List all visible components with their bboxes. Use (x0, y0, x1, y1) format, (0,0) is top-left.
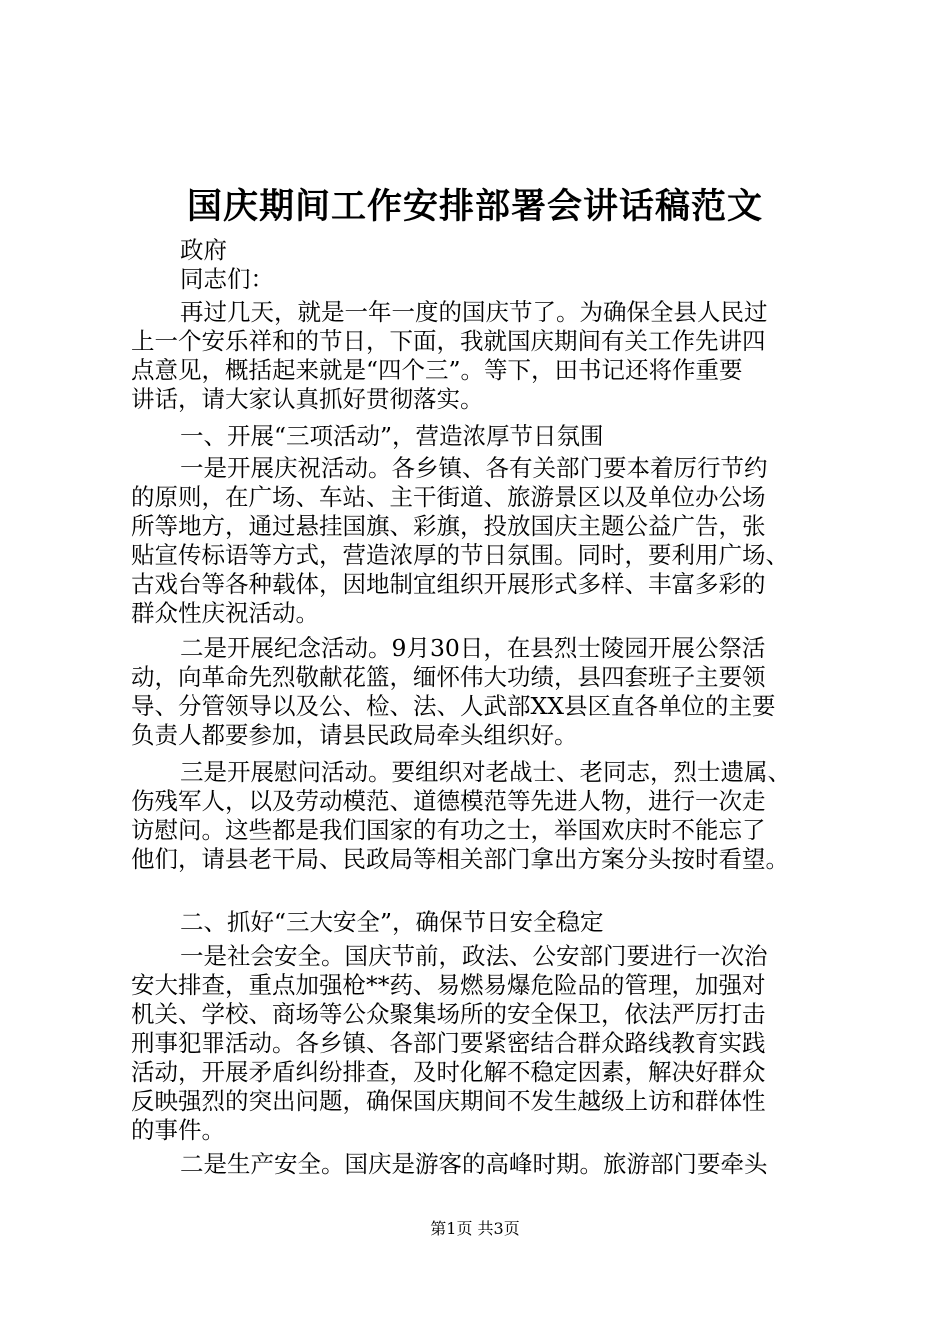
paragraph-line: 三是开展慰问活动。要组织对老战士、老同志，烈士遗属、 (180, 758, 791, 786)
paragraph-line: 伤残军人，以及劳动模范、道德模范等先进人物，进行一次走 (131, 787, 766, 815)
paragraph-line: 他们，请县老干局、民政局等相关部门拿出方案分头按时看望。 (131, 845, 789, 873)
paragraph-line: 二是生产安全。国庆是游客的高峰时期。旅游部门要牵头 (180, 1150, 768, 1178)
paragraph-line: 机关、学校、商场等公众聚集场所的安全保卫，依法严厉打击 (131, 1000, 766, 1028)
salutation-line: 政府 (180, 236, 227, 264)
paragraph-line: 安大排查，重点加强枪**药、易燃易爆危险品的管理，加强对 (131, 971, 766, 999)
page-number-footer: 第1页 共3页 (430, 1219, 520, 1238)
paragraph-line: 上一个安乐祥和的节日，下面，我就国庆期间有关工作先讲四 (131, 327, 766, 355)
paragraph-line: 动，向革命先烈敬献花篮，缅怀伟大功绩，县四套班子主要领 (131, 663, 766, 691)
paragraph-line: 一是社会安全。国庆节前，政法、公安部门要进行一次治 (180, 942, 768, 970)
paragraph-line: 点意见，概括起来就是“四个三”。等下，田书记还将作重要 (131, 356, 743, 384)
paragraph-line: 群众性庆祝活动。 (131, 599, 319, 627)
section-heading: 二、抓好“三大安全”，确保节日安全稳定 (180, 908, 604, 936)
paragraph-line: 讲话，请大家认真抓好贯彻落实。 (131, 385, 484, 413)
section-heading: 一、开展“三项活动”，营造浓厚节日氛围 (180, 422, 604, 450)
paragraph-line: 访慰问。这些都是我们国家的有功之士，举国欢庆时不能忘了 (131, 816, 766, 844)
paragraph-line: 的事件。 (131, 1116, 225, 1144)
paragraph-line: 的原则，在广场、车站、主干街道、旅游景区以及单位办公场 (131, 483, 766, 511)
paragraph-line: 负责人都要参加，请县民政局牵头组织好。 (131, 721, 578, 749)
paragraph-line: 活动，开展矛盾纠纷排查，及时化解不稳定因素，解决好群众 (131, 1058, 766, 1086)
document-title: 国庆期间工作安排部署会讲话稿范文 (186, 186, 763, 227)
paragraph-line: 所等地方，通过悬挂国旗、彩旗，投放国庆主题公益广告，张 (131, 512, 766, 540)
paragraph-line: 导、分管领导以及公、检、法、人武部XX县区直各单位的主要 (131, 692, 776, 720)
paragraph-line: 古戏台等各种载体，因地制宜组织开展形式多样、丰富多彩的 (131, 570, 766, 598)
paragraph-line: 贴宣传标语等方式，营造浓厚的节日氛围。同时，要利用广场、 (131, 541, 789, 569)
paragraph-line: 刑事犯罪活动。各乡镇、各部门要紧密结合群众路线教育实践 (131, 1029, 766, 1057)
paragraph-line: 二是开展纪念活动。9月30日，在县烈士陵园开展公祭活 (180, 634, 766, 662)
paragraph-line: 一是开展庆祝活动。各乡镇、各有关部门要本着厉行节约 (180, 454, 768, 482)
paragraph-line: 再过几天，就是一年一度的国庆节了。为确保全县人民过 (180, 298, 768, 326)
salutation-line: 同志们： (180, 265, 274, 293)
paragraph-line: 反映强烈的突出问题，确保国庆期间不发生越级上访和群体性 (131, 1087, 766, 1115)
